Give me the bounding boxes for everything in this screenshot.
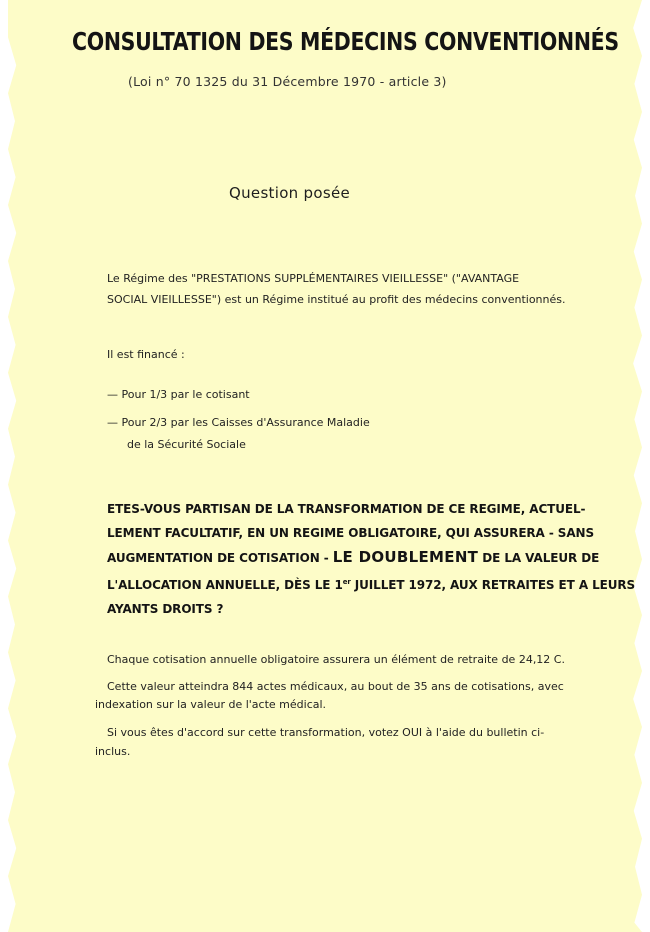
question-line-1: ETES-VOUS PARTISAN DE LA TRANSFORMATION DE CE REGIME, ACTUEL- [107,502,586,516]
question-line-3-end: DE LA VALEUR DE [478,551,600,565]
document-title: CONSULTATION DES MÉDECINS CONVENTIONNÉS [72,27,619,56]
question-line-4 [107,570,636,597]
detail-paragraph-3-line-2: inclus. [95,745,131,758]
referendum-question [107,497,636,621]
detail-paragraph-2-line-1: Cette valeur atteindra 844 actes médicaux, au bout de 35 ans de cotisations, avec [107,680,564,693]
detail-paragraph-1: Chaque cotisation annuelle obligatoire assurera un élément de retraite de 24,12 C. [107,653,565,666]
doubling-emphasis: LE DOUBLEMENT [332,548,479,566]
financing-label: Il est financé : [107,348,185,361]
financing-item-2: — Pour 2/3 par les Caisses d'Assurance Maladie [107,416,370,429]
ordinal-superscript: er [342,578,351,586]
intro-line-1: Le Régime des "PRESTATIONS SUPPLÉMENTAIRES VIEILLESSE" ("AVANTAGE [107,272,520,285]
question-line-3 [107,545,607,570]
detail-paragraph-2-line-2: indexation sur la valeur de l'acte médical. [95,698,327,711]
law-reference: (Loi n° 70 1325 du 31 Décembre 1970 - article 3) [128,74,447,89]
question-line-4-start: L'ALLOCATION ANNUELLE, DÈS LE 1 [107,578,343,592]
intro-line-2: SOCIAL VIEILLESSE") est un Régime institué au profit des médecins conventionnés. [107,293,566,306]
paper-sheet [8,0,642,932]
section-heading: Question posée [229,184,351,202]
financing-item-1: — Pour 1/3 par le cotisant [107,388,250,401]
financing-item-2-cont: de la Sécurité Sociale [127,438,246,451]
question-line-3-start: AUGMENTATION DE COTISATION - [107,551,333,565]
question-line-2: LEMENT FACULTATIF, EN UN REGIME OBLIGATOIRE, QUI ASSURERA - SANS [107,526,594,540]
detail-paragraph-3-line-1: Si vous êtes d'accord sur cette transformation, votez OUI à l'aide du bulletin ci- [107,726,545,739]
question-line-4-end: JUILLET 1972, AUX RETRAITES ET A LEURS [350,578,636,592]
question-line-5: AYANTS DROITS ? [107,602,224,616]
